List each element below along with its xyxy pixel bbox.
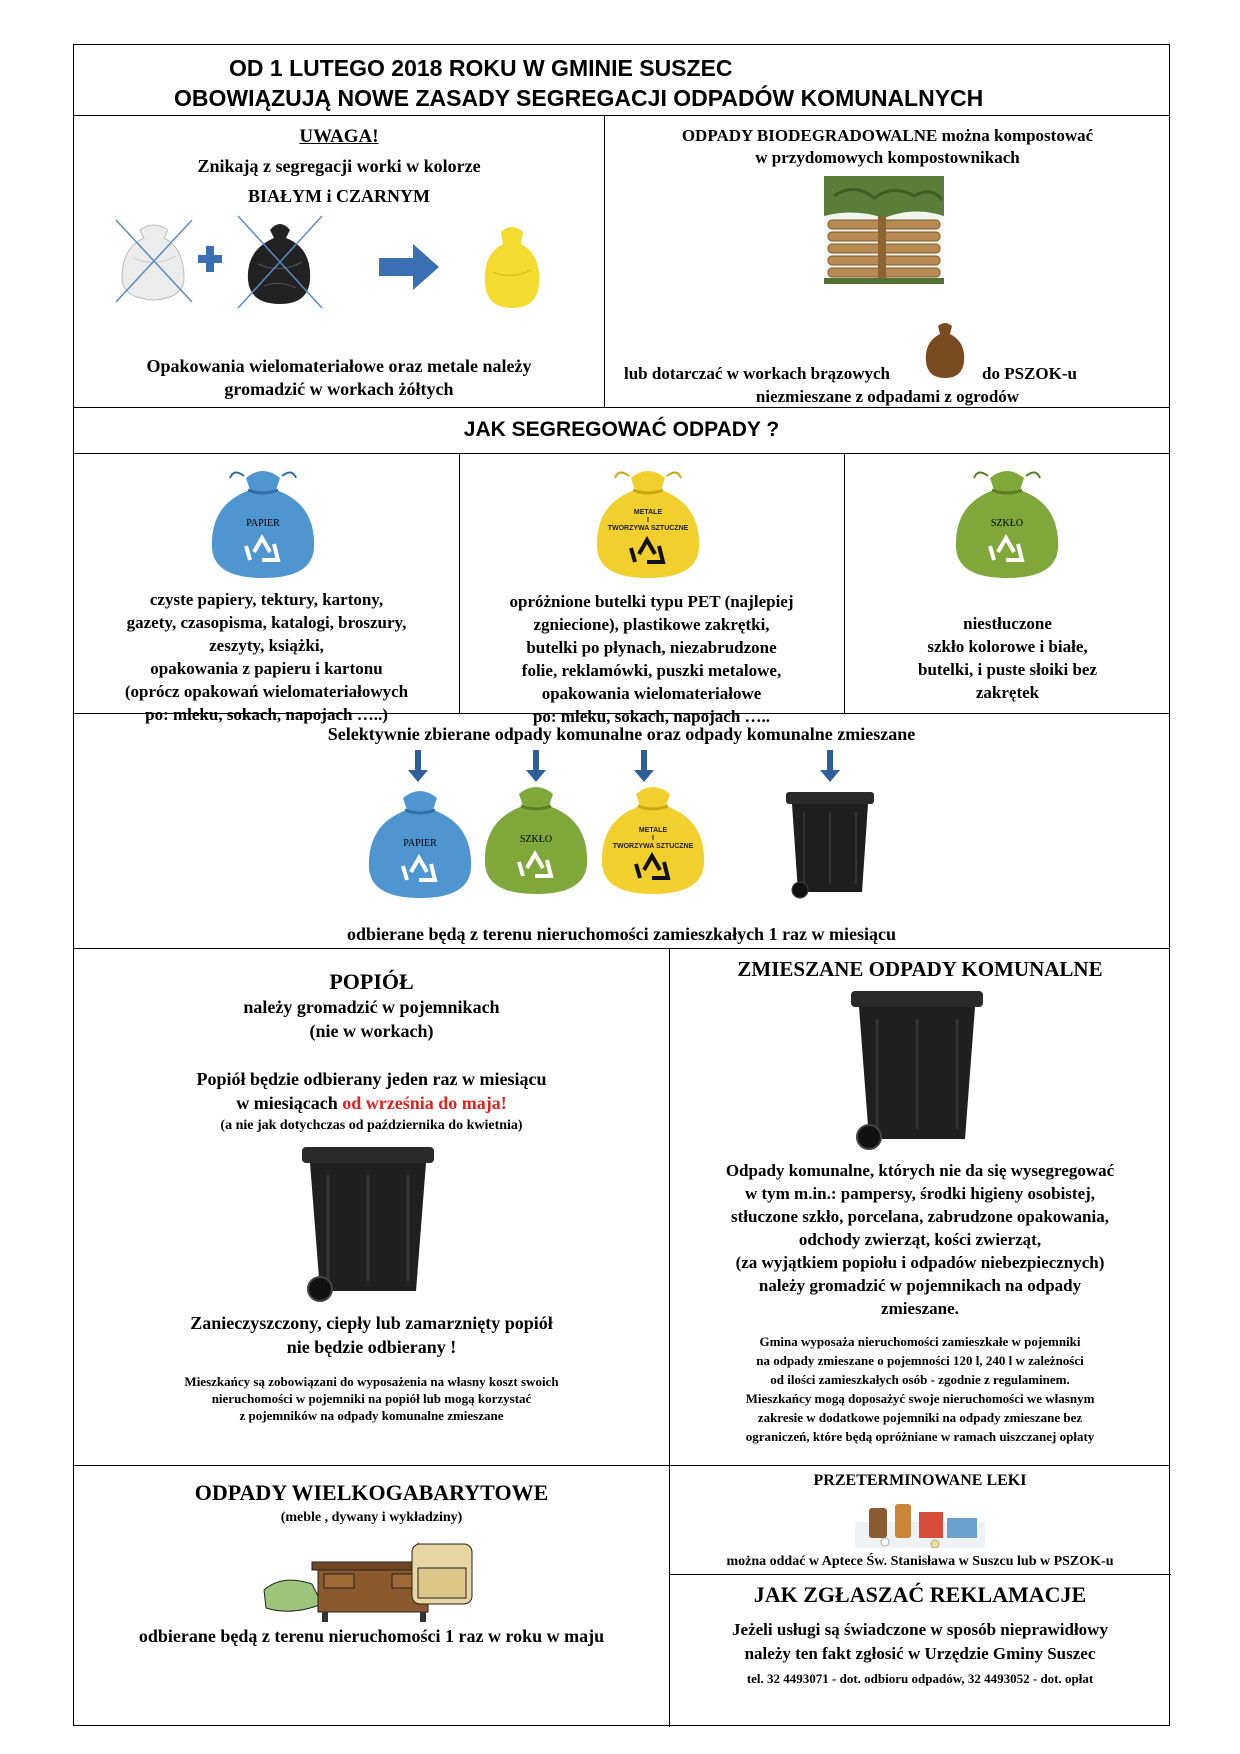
bio-panel <box>604 116 1171 407</box>
bio-title-bold: ODPADY BIODEGRADOWALNE <box>681 126 938 145</box>
plastic-line-5: opakowania wielomateriałowe <box>541 684 762 703</box>
ash-note-line-1: Mieszkańcy są zobowiązani do wyposażenia na własny koszt swoich <box>184 1374 559 1389</box>
notice-bottom2: gromadzić w workach żółtych <box>224 379 454 399</box>
section-ash-mixed <box>74 948 1169 1465</box>
paper-bag-small-label: PAPIER <box>403 838 437 849</box>
collection-title: Selektywnie zbierane odpady komunalne oraz odpady komunalne zmieszane <box>327 724 916 744</box>
section-fractions <box>74 453 1169 726</box>
bulky-panel <box>74 1466 669 1727</box>
mixed-line-1: Odpady komunalne, których nie da się wysegregować <box>725 1161 1115 1180</box>
glass-line-4: zakrętek <box>975 683 1040 702</box>
complaints-line2: należy ten fakt zgłosić w Urzędzie Gminy Suszec <box>744 1644 1096 1663</box>
plastic-line-1: opróżnione butelki typu PET (najlepiej <box>509 592 794 611</box>
ash-line5: (a nie jak dotychczas od października do kwietnia) <box>220 1118 523 1133</box>
mixed-line-7: zmieszane. <box>881 1299 959 1318</box>
notice-title: UWAGA! <box>299 126 379 147</box>
how-title: JAK SEGREGOWAĆ ODPADY ? <box>463 418 780 441</box>
brown-bag-icon <box>922 320 968 380</box>
ash-line3: Popiół będzie odbierany jeden raz w miesiącu <box>196 1069 547 1089</box>
ash-line6: Zanieczyszczony, ciepły lub zamarznięty popiół <box>190 1313 553 1333</box>
bio-bottom-right: do PSZOK-u <box>982 364 1077 383</box>
plastic-line-3: butelki po płynach, niezabrudzone <box>526 638 777 657</box>
ash-note-line-3: z pojemników na odpady komunalne zmieszane <box>239 1408 504 1423</box>
compost-bin-icon <box>824 176 944 284</box>
mixed-line-5: (za wyjątkiem popiołu i odpadów niebezpiecznych) <box>735 1253 1105 1272</box>
notice-panel <box>74 116 604 407</box>
complaints-title: JAK ZGŁASZAĆ REKLAMACJE <box>753 1582 1087 1607</box>
arrow-down-icon <box>634 750 654 782</box>
glass-bag-small-label: SZKŁO <box>519 834 553 845</box>
arrow-right-icon <box>379 244 439 290</box>
paper-line-4: opakowania z papieru i kartonu <box>150 659 383 678</box>
paper-line-3: zeszyty, książki, <box>209 636 324 655</box>
collection-bottom: odbierane będą z terenu nieruchomości zamieszkałych 1 raz w miesiącu <box>346 924 897 944</box>
plastic-bag-small-label-2: I <box>652 835 654 842</box>
plastic-bag-label-3: TWORZYWA SZTUCZNE <box>607 525 689 532</box>
glass-line-3: butelki, i puste słoiki bez <box>917 660 1097 679</box>
arrow-down-icon <box>526 750 546 782</box>
bio-title-rest: można kompostować <box>937 126 1094 145</box>
notice-bottom1: Opakowania wielomateriałowe oraz metale należy <box>146 356 532 376</box>
plastic-bag-label-1: METALE <box>633 509 663 516</box>
glass-line-2: szkło kolorowe i białe, <box>927 637 1088 656</box>
ash-note <box>74 1373 669 1424</box>
mixed-line-2: w tym m.in.: pampersy, środki higieny osobistej, <box>744 1184 1096 1203</box>
plastic-bag-label-2: I <box>647 517 649 524</box>
mixed-line-4: odchody zwierząt, kości zwierząt, <box>798 1230 1042 1249</box>
arrow-down-icon <box>820 750 840 782</box>
bio-title <box>604 126 1171 146</box>
plastic-description <box>459 590 844 728</box>
ash-line2: (nie w workach) <box>309 1021 434 1041</box>
mixed-note <box>669 1332 1171 1446</box>
complaints-line1: Jeżeli usługi są świadczone w sposób nieprawidłowy <box>732 1620 1108 1639</box>
bio-line2: w przydomowych kompostownikach <box>755 148 1020 167</box>
glass-bag-icon <box>948 464 1066 582</box>
mixed-note-line-3: od ilości zamieszkałych osób - zgodnie z regulaminem. <box>770 1372 1070 1387</box>
black-bin-icon <box>784 790 876 900</box>
paper-line-1: czyste papiery, tektury, kartony, <box>149 590 384 609</box>
ash-line4-text: w miesiącach <box>236 1093 343 1113</box>
plastic-line-4: folie, reklamówki, puszki metalowe, <box>521 661 782 680</box>
ash-bin-icon <box>298 1145 438 1303</box>
white-bag-crossed-icon <box>114 218 194 304</box>
meds-bottom: można oddać w Aptece Św. Stanisława w Suszcu lub w PSZOK-u <box>726 1554 1114 1569</box>
complaints-phones: tel. 32 4493071 - dot. odbioru odpadów, 32 4493052 - dot. opłat <box>746 1671 1094 1686</box>
black-bag-crossed-icon <box>234 214 326 310</box>
plastic-line-2: zgniecione), plastikowe zakrętki, <box>533 615 770 634</box>
divider <box>669 1574 1171 1575</box>
furniture-icon <box>262 1534 480 1622</box>
mixed-bin-icon <box>847 989 987 1151</box>
glass-bag-small-icon <box>477 780 595 898</box>
paper-line-5: (oprócz opakowań wielomateriałowych <box>124 682 409 701</box>
ash-line1: należy gromadzić w pojemnikach <box>243 997 500 1017</box>
glass-line-1: niestłuczone <box>963 614 1052 633</box>
glass-description <box>844 612 1171 704</box>
yellow-bag-icon <box>479 222 545 312</box>
bulky-sub: (meble , dywany i wykładziny) <box>280 1510 463 1525</box>
notice-line2: BIAŁYM i CZARNYM <box>248 186 430 206</box>
header <box>74 47 1169 115</box>
bio-bottom-left: lub dotarczać w workach brązowych <box>624 364 890 383</box>
section-notice-bio <box>74 115 1169 407</box>
plastic-bag-icon <box>589 464 707 582</box>
header-line1: OD 1 LUTEGO 2018 ROKU W GMINIE SUSZEC <box>229 55 733 81</box>
bulky-bottom: odbierane będą z terenu nieruchomości 1 raz w roku w maju <box>138 1626 605 1646</box>
paper-line-2: gazety, czasopisma, katalogi, broszury, <box>126 613 407 632</box>
arrow-down-icon <box>408 750 428 782</box>
mixed-description <box>669 1159 1171 1320</box>
mixed-note-line-5: zakresie w dodatkowe pojemniki na odpady zmieszane bez <box>757 1410 1083 1425</box>
paper-bag-label: PAPIER <box>246 518 280 529</box>
ash-season-highlight: od września do maja! <box>342 1093 507 1113</box>
ash-panel <box>74 949 669 1465</box>
mixed-note-line-4: Mieszkańcy mogą doposażyć swoje nieruchomości we własnym <box>745 1391 1095 1406</box>
mixed-line-6: należy gromadzić w pojemnikach na odpady <box>758 1276 1082 1295</box>
plastic-panel <box>459 454 844 726</box>
bulky-title: ODPADY WIELKOGABARYTOWE <box>194 1480 549 1505</box>
mixed-panel <box>669 949 1171 1465</box>
section-collection <box>74 713 1169 948</box>
medicines-icon <box>855 1498 985 1548</box>
mixed-note-line-2: na odpady zmieszane o pojemności 120 l, 240 l w zależności <box>756 1353 1084 1368</box>
paper-description <box>74 588 459 726</box>
plastic-bag-small-label-3: TWORZYWA SZTUCZNE <box>612 843 694 850</box>
ash-title: POPIÓŁ <box>329 969 414 994</box>
ash-line4 <box>74 1093 669 1114</box>
leaflet <box>73 44 1170 1726</box>
paper-bag-small-icon <box>361 784 479 902</box>
header-line2: OBOWIĄZUJĄ NOWE ZASADY SEGREGACJI ODPADÓW KOMUNALNYCH <box>174 85 984 111</box>
ash-line7: nie będzie odbierany ! <box>286 1337 457 1357</box>
section-bulky-meds <box>74 1465 1169 1727</box>
meds-panel <box>669 1466 1171 1727</box>
glass-panel <box>844 454 1171 713</box>
plastic-line-6: po: mleku, sokach, napojach ….. <box>532 707 771 726</box>
bio-bottom2: niezmieszane z odpadami z ogrodów <box>755 387 1020 406</box>
ash-note-line-2: nieruchomości w pojemniki na popiół lub mogą korzystać <box>211 1391 532 1406</box>
plus-icon <box>198 246 222 272</box>
section-how <box>74 407 1169 453</box>
paper-bag-icon <box>204 464 322 582</box>
plastic-bag-small-icon <box>594 780 712 898</box>
paper-line-6: po: mleku, sokach, napojach …..) <box>145 705 388 724</box>
mixed-note-line-1: Gmina wyposaża nieruchomości zamieszkałe w pojemniki <box>759 1334 1081 1349</box>
paper-panel <box>74 454 459 724</box>
mixed-line-3: stłuczone szkło, porcelana, zabrudzone opakowania, <box>731 1207 1109 1226</box>
notice-line1: Znikają z segregacji worki w kolorze <box>197 156 481 176</box>
glass-bag-label: SZKŁO <box>990 518 1024 529</box>
plastic-bag-small-label-1: METALE <box>638 827 668 834</box>
mixed-note-line-6: ograniczeń, które będą opróżniane w ramach uiszczanej opłaty <box>745 1429 1095 1444</box>
mixed-title: ZMIESZANE ODPADY KOMUNALNE <box>737 957 1103 981</box>
meds-title: PRZETERMINOWANE LEKI <box>813 1472 1027 1489</box>
